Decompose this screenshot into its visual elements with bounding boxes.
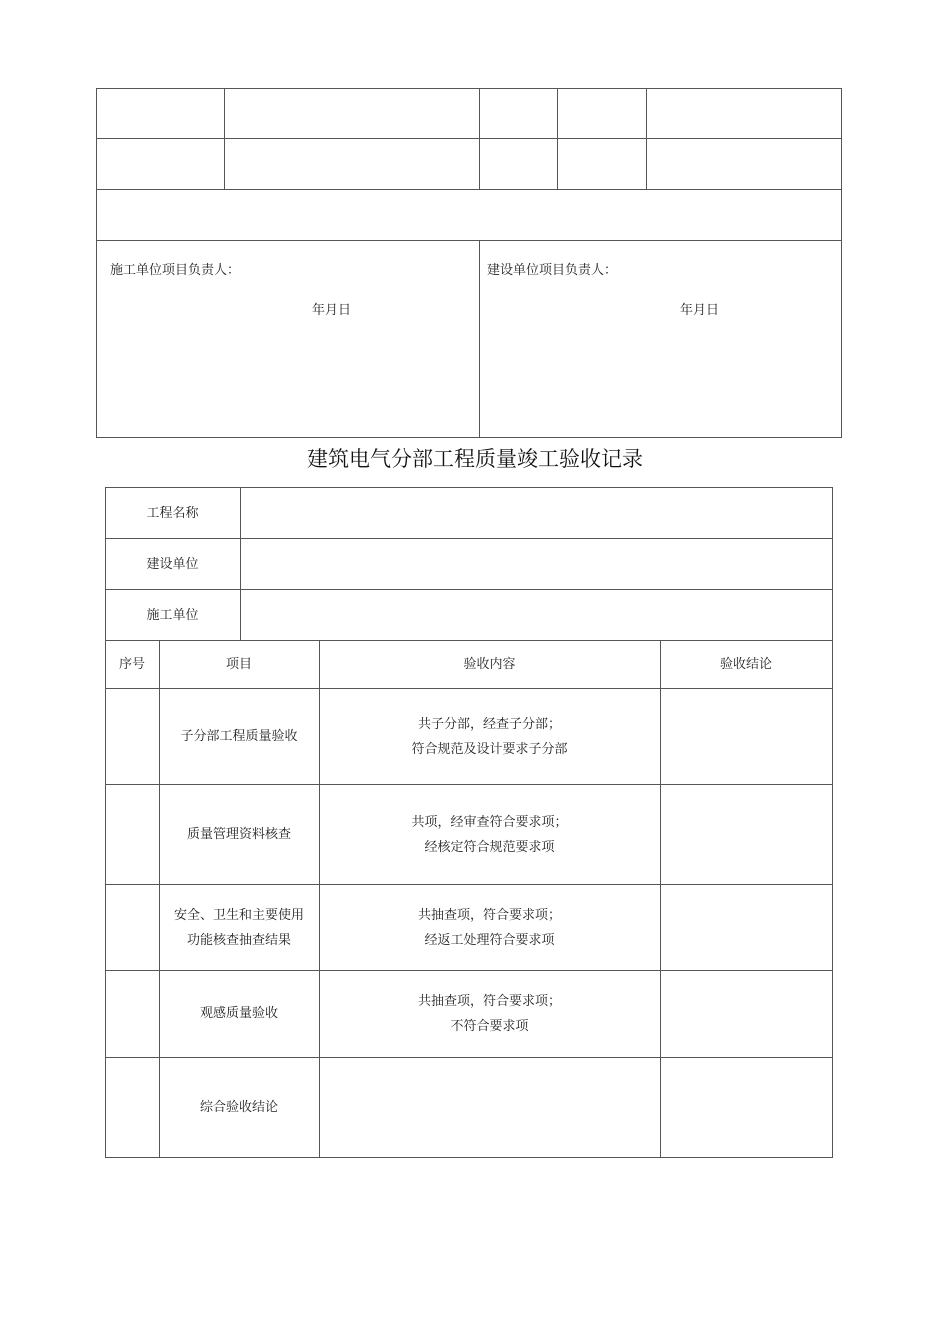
row-item-line: 子分部工程质量验收 <box>180 729 298 744</box>
row-item <box>159 1001 319 1026</box>
record-border <box>832 487 833 1158</box>
record-divider <box>105 884 833 885</box>
column-header-conclusion: 验收结论 <box>719 657 772 672</box>
row-item <box>159 724 319 749</box>
construction-manager-label: 施工单位项目负责人： <box>110 263 241 278</box>
top-form-divider <box>96 240 842 241</box>
owner-date-label: 年月日 <box>680 303 720 318</box>
record-divider <box>105 640 833 641</box>
row-content <box>319 810 660 860</box>
row-content-line: 共子分部，经查子分部； <box>417 717 561 732</box>
row-item <box>159 822 319 847</box>
construction-date-label: 年月日 <box>312 303 352 318</box>
record-divider <box>105 1057 833 1058</box>
row-content-line: 经核定符合规范要求项 <box>424 840 555 855</box>
row-content-line: 经返工处理符合要求项 <box>424 933 555 948</box>
column-header-no: 序号 <box>118 657 145 672</box>
contractor-unit-label: 施工单位 <box>146 608 199 623</box>
record-divider <box>105 538 833 539</box>
row-item-line: 质量管理资料核查 <box>186 827 291 842</box>
row-item-line: 功能核查抽查结果 <box>186 933 291 948</box>
project-name-label: 工程名称 <box>146 506 199 521</box>
row-item <box>159 903 319 953</box>
top-form-border <box>841 88 842 438</box>
row-content-line: 共抽查项，符合要求项； <box>417 908 561 923</box>
record-border <box>105 1157 833 1158</box>
row-content-line: 共项，经审查符合要求项； <box>411 815 568 830</box>
row-item-line: 安全、卫生和主要使用 <box>173 908 304 923</box>
row-content-line: 不符合要求项 <box>450 1019 529 1034</box>
top-form-divider <box>479 240 480 437</box>
record-divider <box>240 487 241 640</box>
top-form-border <box>96 88 842 89</box>
row-item-line: 观感质量验收 <box>199 1006 278 1021</box>
owner-manager-label: 建设单位项目负责人： <box>487 263 618 278</box>
top-form-divider <box>557 88 558 189</box>
row-content-line: 共抽查项，符合要求项； <box>417 994 561 1009</box>
column-header-item: 项目 <box>225 657 252 672</box>
top-form-divider <box>479 88 480 189</box>
row-item <box>159 1095 319 1120</box>
top-form-border <box>96 88 97 438</box>
row-content <box>319 903 660 953</box>
row-content-line: 符合规范及设计要求子分部 <box>411 742 568 757</box>
row-content <box>319 989 660 1039</box>
owner-unit-label: 建设单位 <box>146 557 199 572</box>
record-divider <box>105 784 833 785</box>
record-divider <box>159 640 160 1157</box>
top-form-divider <box>224 88 225 189</box>
row-item-line: 综合验收结论 <box>199 1100 278 1115</box>
record-divider <box>105 589 833 590</box>
top-form-border <box>96 437 842 438</box>
record-divider <box>105 688 833 689</box>
record-divider <box>105 970 833 971</box>
record-divider <box>660 640 661 1157</box>
record-title: 建筑电气分部工程质量竣工验收记录 <box>307 447 643 471</box>
top-form-divider <box>96 138 842 139</box>
column-header-content: 验收内容 <box>463 657 516 672</box>
top-form-divider <box>646 88 647 189</box>
record-border <box>105 487 833 488</box>
top-form-divider <box>96 189 842 190</box>
record-border <box>105 487 106 1158</box>
row-content <box>319 712 660 762</box>
